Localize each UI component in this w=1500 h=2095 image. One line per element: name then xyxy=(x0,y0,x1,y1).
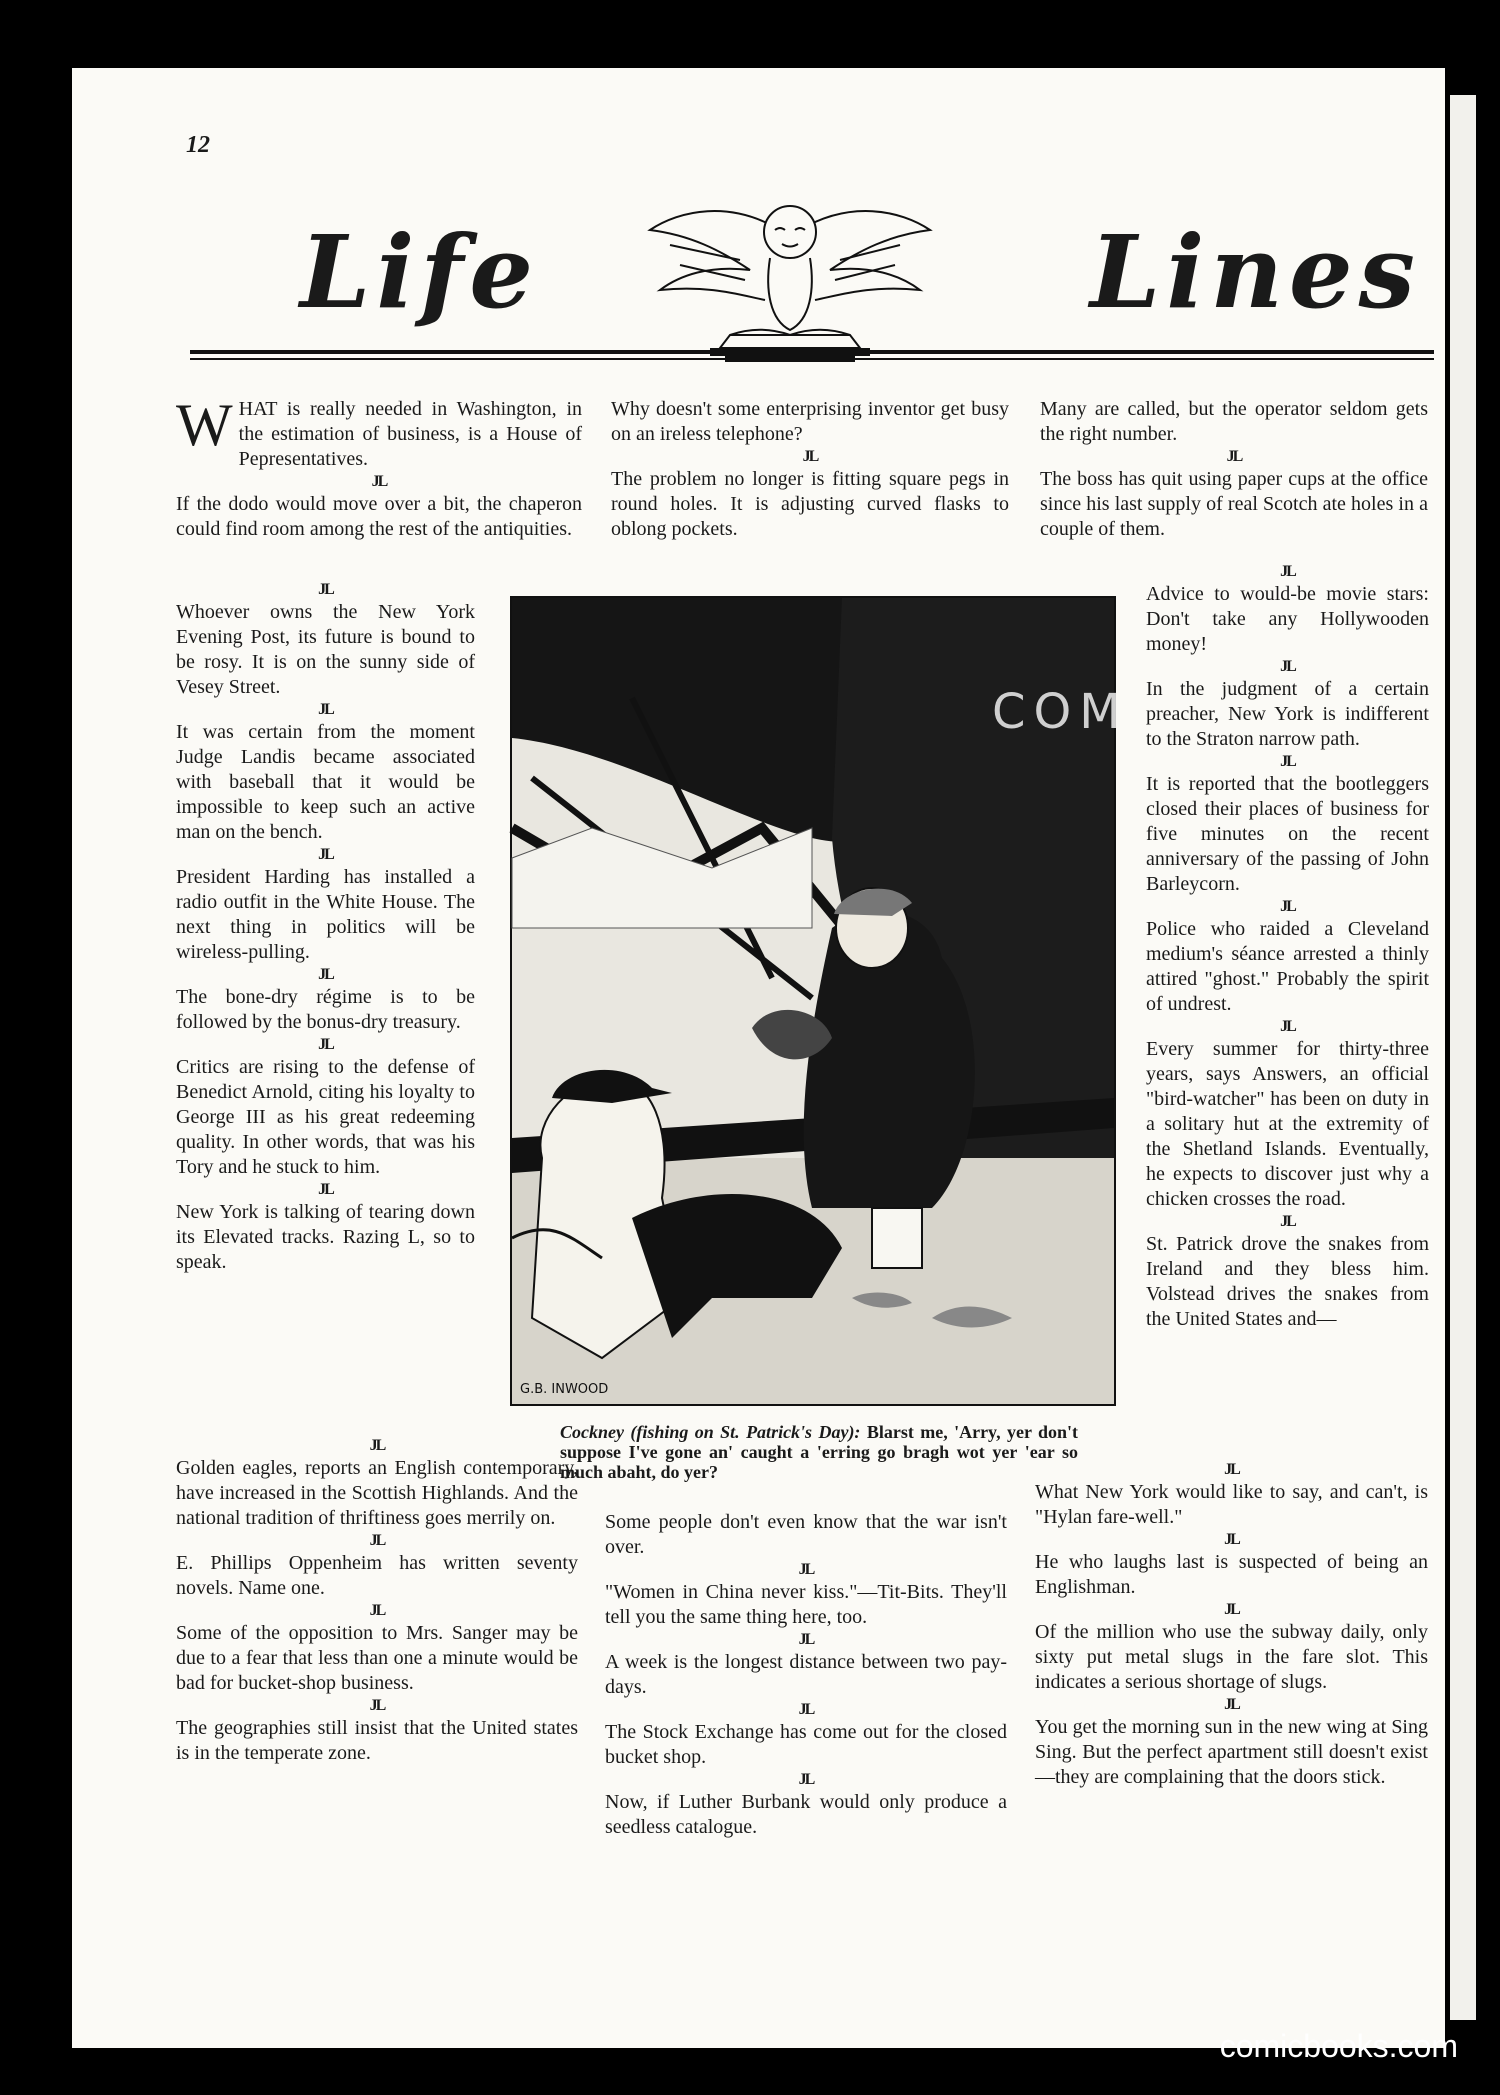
separator: JL xyxy=(1280,753,1295,770)
column-3-narrow xyxy=(1146,562,1429,1332)
separator: JL xyxy=(369,1697,385,1714)
separator: JL xyxy=(1226,448,1242,465)
separator: JL xyxy=(369,1602,385,1619)
joke-item: You get the morning sun in the new wing at Sing Sing. But the perfect apartment still doesn't exist—they are complaining that the doors stick. xyxy=(1035,1716,1428,1788)
separator: JL xyxy=(1280,1213,1295,1230)
joke-item: The boss has quit using paper cups at the office since his last supply of real Scotch ate holes in a couple of them. xyxy=(1040,468,1428,540)
lead-paragraph xyxy=(176,392,582,472)
joke-item: It is reported that the bootleggers closed their places of business for five minutes on the recent anniversary of the passing of John Barleycorn. xyxy=(1146,773,1429,895)
illustration-caption xyxy=(560,1422,1078,1482)
cartoon-illustration xyxy=(510,596,1129,1406)
joke-item: In the judgment of a certain preacher, New York is indifferent to the Straton narrow path. xyxy=(1146,678,1429,750)
joke-item: Advice to would-be movie stars: Don't take any Hollywooden money! xyxy=(1146,583,1429,655)
separator: JL xyxy=(318,846,333,863)
separator: JL xyxy=(1280,1018,1295,1035)
separator: JL xyxy=(318,701,333,718)
separator: JL xyxy=(798,1631,814,1648)
separator: JL xyxy=(318,966,333,983)
cherub-emblem xyxy=(630,190,950,370)
column-3-top xyxy=(1040,397,1428,542)
separator: JL xyxy=(318,1036,333,1053)
separator: JL xyxy=(1280,563,1295,580)
watermark: comicbooks.com xyxy=(1219,2028,1458,2064)
joke-item: Some of the opposition to Mrs. Sanger may be due to a fear that less than one a minute would be bad for bucket-shop business. xyxy=(176,1622,578,1694)
column-2-bottom xyxy=(605,1510,1007,1840)
joke-item: It was certain from the moment Judge Landis became associated with baseball that it would be impossible to keep such an active man on the bench. xyxy=(176,721,475,843)
boat-lettering: COM xyxy=(992,684,1129,740)
joke-item: Every summer for thirty-three years, says Answers, an official "bird-watcher" has been on duty in a solitary hut at the extremity of the Shetland Islands. Eventually, he expects to discover just why a chicken crosses the road. xyxy=(1146,1038,1429,1210)
joke-item: Why doesn't some enterprising inventor get busy on an ireless telephone? xyxy=(611,398,1009,445)
title-rule xyxy=(190,350,1434,354)
separator: JL xyxy=(1224,1696,1239,1713)
joke-item: The problem no longer is fitting square pegs in round holes. It is adjusting curved flasks to oblong pockets. xyxy=(611,468,1009,540)
joke-item: E. Phillips Oppenheim has written seventy novels. Name one. xyxy=(176,1552,578,1599)
title-left: Life xyxy=(300,213,539,331)
joke-item: Critics are rising to the defense of Benedict Arnold, citing his loyalty to George III as his great redeeming quality. In other words, that was his Tory and he stuck to him. xyxy=(176,1056,475,1178)
title-right: Lines xyxy=(1090,213,1421,331)
joke-item: What New York would like to say, and can't, is "Hylan fare-well." xyxy=(1035,1481,1428,1528)
separator: JL xyxy=(1224,1461,1239,1478)
separator: JL xyxy=(798,1561,814,1578)
joke-item: The Stock Exchange has come out for the closed bucket shop. xyxy=(605,1721,1007,1768)
lead-text: HAT is really needed in Washington, in the estimation of business, is a House of Pepresentatives. xyxy=(238,398,582,470)
separator: JL xyxy=(798,1771,814,1788)
column-3-bottom xyxy=(1035,1460,1428,1790)
separator: JL xyxy=(369,1437,385,1454)
separator: JL xyxy=(1224,1531,1239,1548)
next-page-edge xyxy=(1450,95,1476,2020)
joke-item: Whoever owns the New York Evening Post, its future is bound to be rosy. It is on the sunny side of Vesey Street. xyxy=(176,601,475,698)
column-2-top xyxy=(611,397,1009,542)
joke-item: A week is the longest distance between two pay-days. xyxy=(605,1651,1007,1698)
joke-item: New York is talking of tearing down its Elevated tracks. Razing L, so to speak. xyxy=(176,1201,475,1273)
joke-item: He who laughs last is suspected of being an Englishman. xyxy=(1035,1551,1428,1598)
title-rule-thin xyxy=(190,358,1434,360)
artist-signature: G.B. INWOOD xyxy=(520,1382,609,1397)
joke-item: The bone-dry régime is to be followed by the bonus-dry treasury. xyxy=(176,986,475,1033)
joke-item: Now, if Luther Burbank would only produce a seedless catalogue. xyxy=(605,1791,1007,1838)
separator: JL xyxy=(1280,658,1295,675)
separator: JL xyxy=(798,1701,814,1718)
joke-item: If the dodo would move over a bit, the chaperon could find room among the rest of the antiquities. xyxy=(176,493,582,540)
separator: JL xyxy=(369,1532,385,1549)
separator: JL xyxy=(371,473,387,490)
separator: JL xyxy=(318,581,333,598)
column-1-narrow xyxy=(176,580,475,1275)
separator: JL xyxy=(802,448,818,465)
separator: JL xyxy=(1280,898,1295,915)
joke-item: Golden eagles, reports an English contemporary, have increased in the Scottish Highlands. And the national tradition of thriftiness goes merrily on. xyxy=(176,1457,578,1529)
joke-item: Many are called, but the operator seldom gets the right number. xyxy=(1040,398,1428,445)
separator: JL xyxy=(1224,1601,1239,1618)
cartoon-drawing xyxy=(512,598,1129,1404)
caption-speaker: Cockney (fishing on St. Patrick's Day): xyxy=(560,1422,861,1442)
joke-item: Police who raided a Cleveland medium's séance arrested a thinly attired "ghost." Probably the spirit of undrest. xyxy=(1146,918,1429,1015)
column-1-top xyxy=(176,392,582,542)
caption-text: Blarst me, 'Arry, yer don't suppose I've gone an' caught a 'erring go bragh wot yer 'ear so much abaht, do yer? xyxy=(560,1422,1079,1482)
column-1-bottom xyxy=(176,1436,578,1766)
page-number: 12 xyxy=(186,132,210,158)
joke-item: President Harding has installed a radio outfit in the White House. The next thing in politics will be wireless-pulling. xyxy=(176,866,475,963)
joke-item: The geographies still insist that the United states is in the temperate zone. xyxy=(176,1717,578,1764)
joke-item: "Women in China never kiss."—Tit-Bits. They'll tell you the same thing here, too. xyxy=(605,1581,1007,1628)
joke-item: St. Patrick drove the snakes from Ireland and they bless him. Volstead drives the snakes from the United States and— xyxy=(1146,1233,1429,1330)
drop-cap: W xyxy=(176,392,233,458)
joke-item: Of the million who use the subway daily, only sixty put metal slugs in the fare slot. This indicates a serious shortage of slugs. xyxy=(1035,1621,1428,1693)
separator: JL xyxy=(318,1181,333,1198)
joke-item: Some people don't even know that the war isn't over. xyxy=(605,1511,1007,1558)
